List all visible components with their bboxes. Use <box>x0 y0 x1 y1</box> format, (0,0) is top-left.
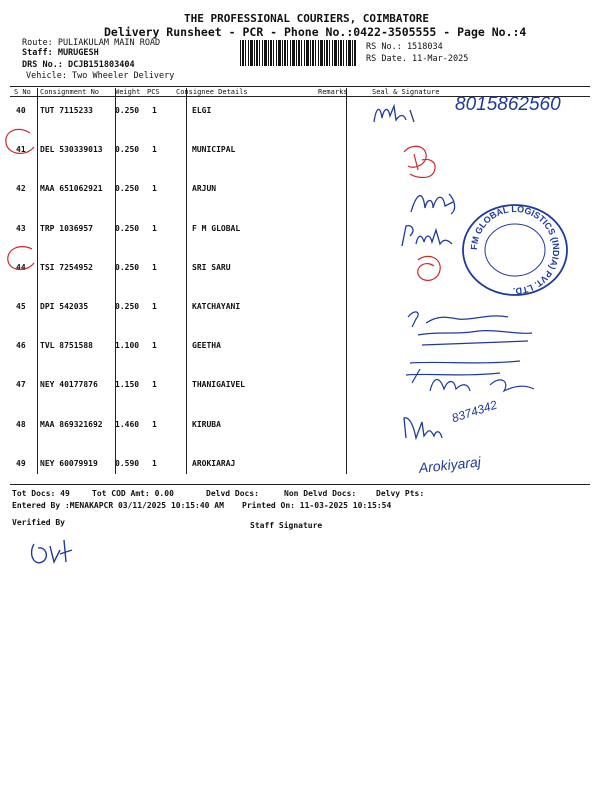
cell-pcs: 1 <box>152 458 157 468</box>
signature-row-47 <box>400 355 550 405</box>
cell-pcs: 1 <box>152 380 157 390</box>
cell-sno: 45 <box>16 302 26 311</box>
cell-weight: 0.250 <box>115 106 140 115</box>
cell-weight: 0.250 <box>115 145 140 155</box>
cell-consignee: THANIGAIVEL <box>192 380 245 390</box>
cell-sno: 41 <box>16 145 26 155</box>
handwritten-name-row-49: Arokiyaraj <box>418 453 482 476</box>
cell-pcs: 1 <box>152 302 157 311</box>
table-top-line <box>10 86 590 87</box>
signature-row-40 <box>370 100 430 130</box>
non-delivered-docs: Non Delvd Docs: <box>284 489 357 498</box>
cell-consignment-no: TUT 7115233 <box>40 106 93 115</box>
table-row <box>0 411 600 451</box>
cell-sno: 46 <box>16 341 26 351</box>
total-cod: Tot COD Amt: 0.00 <box>92 489 174 498</box>
cell-weight: 1.100 <box>115 341 140 351</box>
rs-number: RS No.: 1518034 <box>366 42 443 52</box>
cell-pcs: 1 <box>152 223 157 233</box>
red-circle-mark <box>2 243 42 279</box>
cell-pcs: 1 <box>152 419 157 429</box>
red-signature-row-44 <box>410 250 450 290</box>
svg-text:FM GLOBAL LOGISTICS (INDIA) PV <box>469 204 561 296</box>
cell-sno: 48 <box>16 419 26 429</box>
cell-weight: 0.250 <box>115 184 140 194</box>
cell-sno: 43 <box>16 223 26 233</box>
cell-consignee: F M GLOBAL <box>192 223 241 233</box>
cell-consignee: SRI SARU <box>192 262 231 272</box>
col-header-consignee: Consignee Details <box>176 88 248 96</box>
table-row <box>0 136 600 176</box>
delivered-docs: Delvd Docs: <box>206 489 259 498</box>
footer-line <box>10 484 590 485</box>
cell-sno: 49 <box>16 458 26 468</box>
cell-sno: 44 <box>16 262 26 272</box>
company-stamp <box>455 200 575 300</box>
cell-weight: 0.250 <box>115 302 140 311</box>
rs-date: RS Date. 11-Mar-2025 <box>366 54 469 64</box>
stamp-text: FM GLOBAL LOGISTICS (INDIA) PVT. LTD. <box>468 203 562 297</box>
col-header-consignment: Consignment No <box>40 88 100 96</box>
handwritten-phone-row-48: 8374342 <box>450 397 499 426</box>
cell-consignment-no: MAA 651062921 <box>40 184 103 194</box>
cell-pcs: 1 <box>152 184 157 194</box>
col-header-pcs: PCS <box>147 88 160 96</box>
cell-pcs: 1 <box>152 106 157 115</box>
barcode <box>240 40 356 66</box>
verifier-signature <box>26 528 76 578</box>
cell-consignment-no: DPI 542035 <box>40 302 89 311</box>
total-docs: Tot Docs: 49 <box>12 489 70 498</box>
cell-sno: 42 <box>16 184 26 194</box>
cell-weight: 0.250 <box>115 262 140 272</box>
cell-consignment-no: TRP 1036957 <box>40 223 93 233</box>
cell-consignee: ARJUN <box>192 184 217 194</box>
cell-weight: 1.150 <box>115 380 140 390</box>
cell-sno: 47 <box>16 380 26 390</box>
col-header-remarks: Remarks <box>318 88 348 96</box>
drs-label: DRS No.: DCJB151803404 <box>22 60 135 70</box>
cell-consignee: MUNICIPAL <box>192 145 236 155</box>
cell-sno: 40 <box>16 106 26 115</box>
verified-by-label: Verified By <box>12 518 65 527</box>
printed-on: Printed On: 11-03-2025 10:15:54 <box>242 501 392 510</box>
vehicle-label: Vehicle: Two Wheeler Delivery <box>26 71 175 81</box>
cell-consignment-no: MAA 869321692 <box>40 419 103 429</box>
col-header-weight: Weight <box>115 88 141 96</box>
delivery-points: Delvy Pts: <box>376 489 425 498</box>
cell-consignee: ELGI <box>192 106 212 115</box>
route-label: Route: PULIAKULAM MAIN ROAD <box>22 38 161 48</box>
signature-row-46 <box>398 305 538 355</box>
signature-row-48 <box>400 408 448 448</box>
cell-consignment-no: TVL 8751588 <box>40 341 93 351</box>
staff-label: Staff: MURUGESH <box>22 48 99 58</box>
cell-consignment-no: DEL 530339013 <box>40 145 103 155</box>
cell-consignment-no: TSI 7254952 <box>40 262 93 272</box>
col-header-sno: S No <box>14 88 31 96</box>
cell-consignee: AROKIARAJ <box>192 458 236 468</box>
red-signature-row-41 <box>390 140 460 185</box>
cell-weight: 0.250 <box>115 223 140 233</box>
cell-consignee: KIRUBA <box>192 419 221 429</box>
cell-weight: 0.590 <box>115 458 140 468</box>
cell-pcs: 1 <box>152 262 157 272</box>
cell-weight: 1.460 <box>115 419 140 429</box>
cell-consignee: KATCHAYANI <box>192 302 241 311</box>
cell-pcs: 1 <box>152 145 157 155</box>
staff-signature-label: Staff Signature <box>250 521 323 530</box>
red-circle-mark <box>0 125 40 161</box>
cell-pcs: 1 <box>152 341 157 351</box>
cell-consignment-no: NEY 60079919 <box>40 458 98 468</box>
cell-consignment-no: NEY 40177876 <box>40 380 98 390</box>
cell-consignee: GEETHA <box>192 341 221 351</box>
entered-by: Entered By :MENAKAPCR 03/11/2025 10:15:40 AM <box>12 501 224 510</box>
company-title: THE PROFESSIONAL COURIERS, COIMBATORE <box>184 12 430 25</box>
runsheet-title: Delivery Runsheet - PCR - Phone No.:0422-3505555 - Page No.:4 <box>104 25 527 39</box>
col-header-seal: Seal & Signature <box>372 88 440 96</box>
handwritten-phone: 8015862560 <box>455 94 561 115</box>
